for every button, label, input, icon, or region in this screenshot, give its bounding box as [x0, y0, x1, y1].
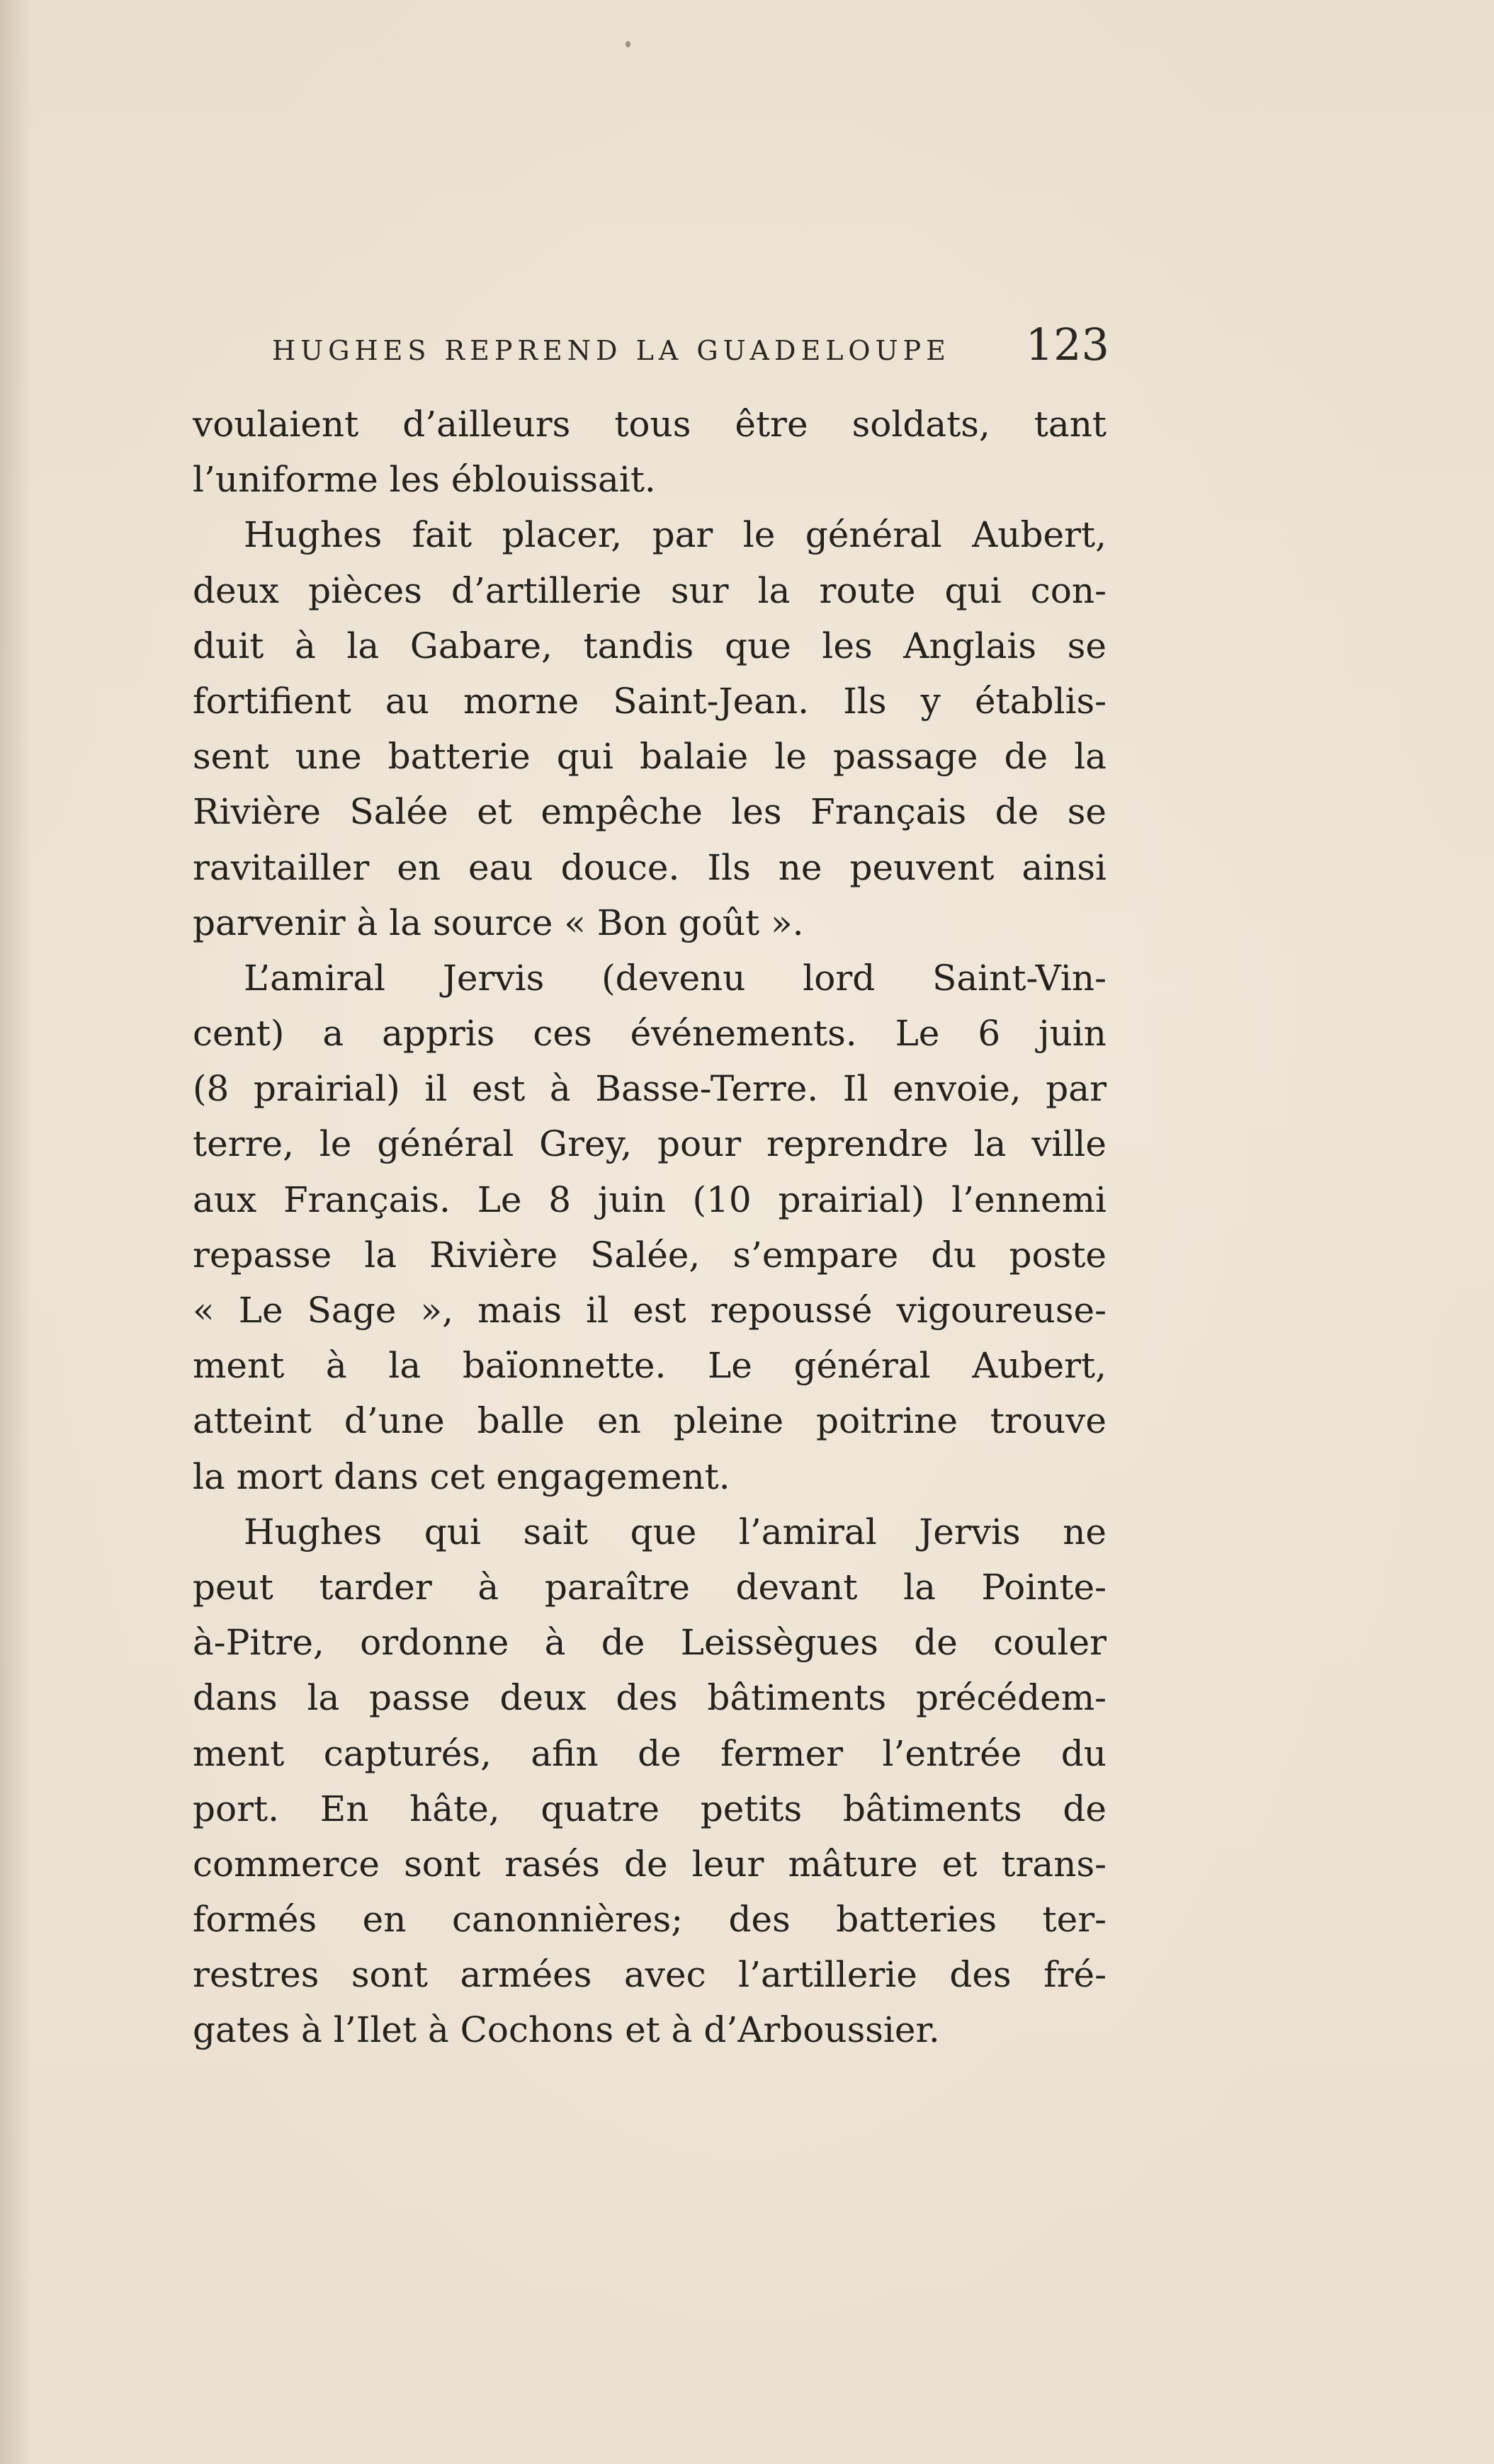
text-line: terre, le général Grey, pour reprendre la ville [193, 1123, 1107, 1165]
text-line: parvenir à la source « Bon goût ». [193, 902, 804, 943]
text-line: l’uniforme les éblouissait. [193, 459, 656, 501]
text-line: gates à l’Ilet à Cochons et à d’Arboussier. [193, 2009, 940, 2051]
text-line: ment capturés, afin de fermer l’entrée du [193, 1732, 1107, 1774]
text-line: aux Français. Le 8 juin (10 prairial) l’ennemi [193, 1179, 1107, 1220]
page-number: 123 [1025, 319, 1109, 370]
text-line: « Le Sage », mais il est repoussé vigoureuse- [193, 1290, 1107, 1331]
text-line: restres sont armées avec l’artillerie des fré- [193, 1954, 1107, 1996]
text-line: port. En hâte, quatre petits bâtiments de [193, 1788, 1107, 1829]
text-line: Hughes qui sait que l’amiral Jervis ne [244, 1511, 1107, 1552]
gutter-shadow [0, 0, 32, 2464]
ink-speck [626, 41, 630, 47]
text-line: Hughes fait placer, par le général Aubert, [244, 514, 1107, 556]
running-header [272, 319, 1109, 372]
text-line: commerce sont rasés de leur mâture et trans- [193, 1843, 1107, 1885]
body-text [193, 397, 1107, 2058]
text-line: peut tarder à paraître devant la Pointe- [193, 1566, 1107, 1608]
text-line: duit à la Gabare, tandis que les Anglais se [193, 625, 1107, 666]
text-line: (8 prairial) il est à Basse-Terre. Il envoie, par [193, 1068, 1107, 1110]
text-line: repasse la Rivière Salée, s’empare du poste [193, 1234, 1107, 1276]
text-line: L’amiral Jervis (devenu lord Saint-Vin- [244, 957, 1107, 999]
running-title: HUGHES REPREND LA GUADELOUPE [272, 335, 951, 366]
text-line: voulaient d’ailleurs tous être soldats, tant [193, 404, 1107, 445]
text-line: deux pièces d’artillerie sur la route qui con- [193, 569, 1107, 611]
text-line: dans la passe deux des bâtiments précédem- [193, 1677, 1107, 1719]
text-line: atteint d’une balle en pleine poitrine trouve [193, 1400, 1107, 1442]
text-line: la mort dans cet engagement. [193, 1455, 730, 1497]
text-line: à-Pitre, ordonne à de Leissègues de couler [193, 1622, 1107, 1664]
text-line: fortifient au morne Saint-Jean. Ils y établis- [193, 680, 1107, 722]
text-line: ravitailler en eau douce. Ils ne peuvent ainsi [193, 846, 1107, 888]
text-line: Rivière Salée et empêche les Français de se [193, 791, 1107, 833]
text-line: formés en canonnières; des batteries ter- [193, 1899, 1107, 1941]
text-line: ment à la baïonnette. Le général Aubert, [193, 1345, 1107, 1387]
text-line: sent une batterie qui balaie le passage de la [193, 736, 1107, 778]
text-line: cent) a appris ces événements. Le 6 juin [193, 1013, 1107, 1055]
